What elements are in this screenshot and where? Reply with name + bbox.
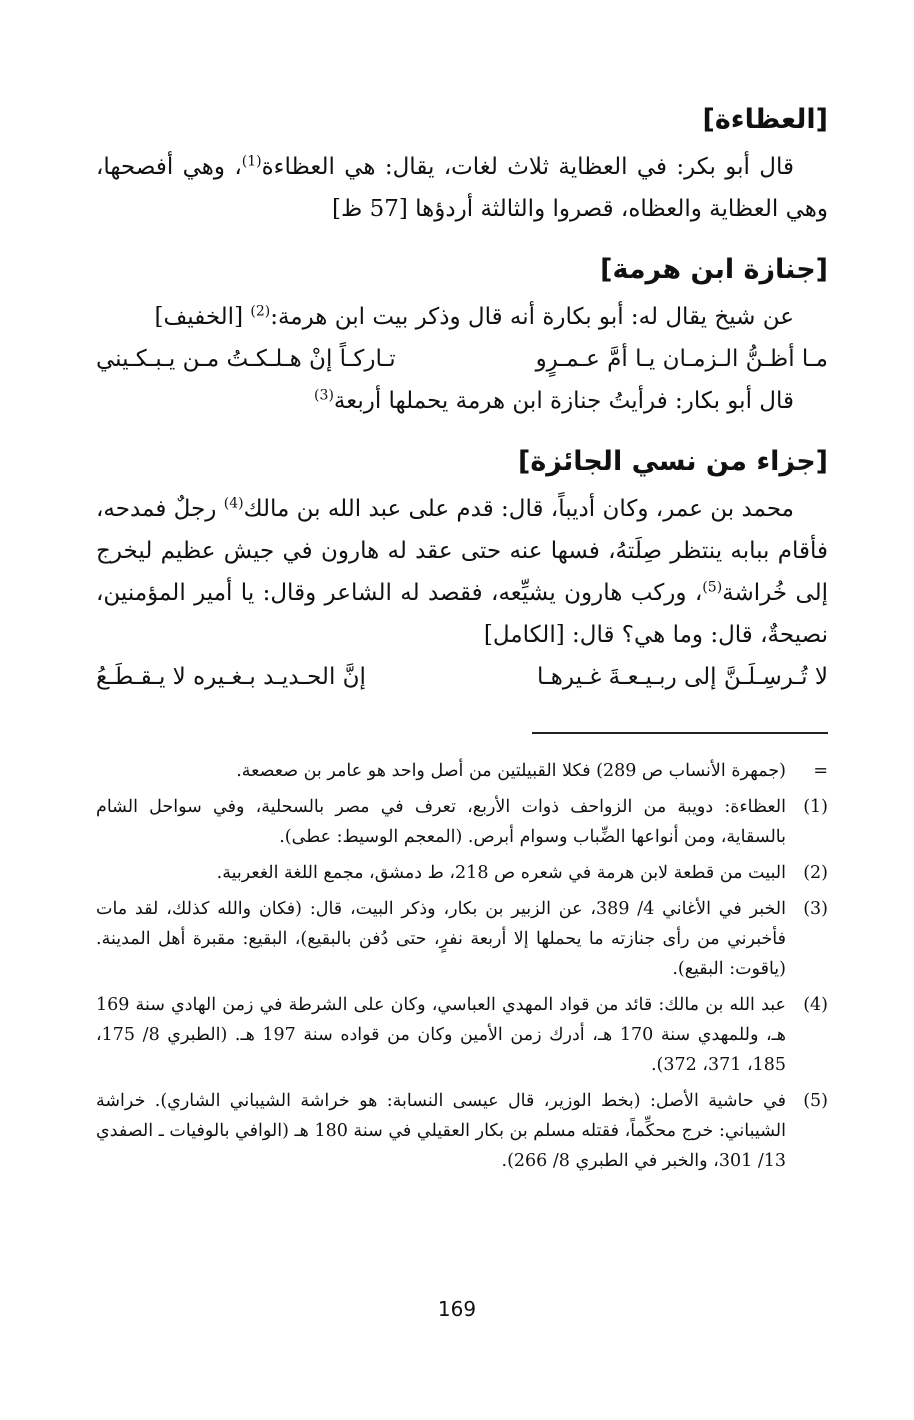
footnotes xyxy=(96,756,828,1176)
footnote-ref[interactable]: (4) xyxy=(223,495,244,512)
paragraph: قال أبو بكار: فرأيتُ جنازة ابن هرمة يحملها أربعة$^{(3)}$ xyxy=(314,387,794,414)
paragraph: عن شيخ يقال له: أبو بكارة أنه قال وذكر بيت ابن هرمة:$^{(2)}$ [الخفيف] xyxy=(154,303,794,330)
footnote-text: (جمهرة الأنساب ص 289) فكلا القبيلتين من أصل واحد هو عامر بن صعصعة. xyxy=(236,761,786,781)
footnote-text: في حاشية الأصل: (بخط الوزير، قال عيسى النسابة: هو خراشة الشيباني الشاري). خراشة الشيباني: خرج محكِّماً، فقتله مسلم بن بكار العقيلي في سنة 180 هـ (الوافي بالوفيات ـ الصفدي 13/ 301، والخبر في الطبري 8/ 266). xyxy=(96,1091,787,1171)
footnote-ref[interactable]: (1) xyxy=(241,153,262,170)
footnote-item xyxy=(96,858,828,888)
section-reward-forgotten xyxy=(96,442,828,698)
page-number: 169 xyxy=(437,1297,477,1321)
section-heading: [جزاء من نسي الجائزة] xyxy=(518,446,828,477)
footnote-text: العظاءة: دويبة من الزواحف ذوات الأربع، تعرف في مصر بالسحلية، وفي سواحل الشام بالسقاية، ومن أنواعها الضِّباب وسوام أبرص. (المعجم الوسيط: عطى). xyxy=(96,797,786,847)
footnote-ref[interactable]: (3) xyxy=(314,387,334,404)
footnote-item xyxy=(96,792,828,852)
footnote-number: = xyxy=(813,761,828,781)
verse-second-hemistich: تـاركـاً إنْ هـلـكـتُ مـن يـبـكـيني xyxy=(96,346,396,372)
paragraph: قال أبو بكر: في العظاية ثلاث لغات، يقال: هي العظاءة$^{(1)}$، وهي أفصحها، وهي العظاية والعظاه، قصروا والثالثة أردؤها [57 ظ] xyxy=(96,153,828,222)
section-ibn-harma-funeral xyxy=(96,250,828,422)
page-content xyxy=(96,100,828,1182)
section-azaa xyxy=(96,100,828,230)
footnote-number: (1) xyxy=(803,797,828,817)
footnote-text: عبد الله بن مالك: قائد من قواد المهدي العباسي، وكان على الشرطة في زمن الهادي سنة 169 هـ، وللمهدي سنة 170 هـ، أدرك زمن الأمين وكان من قواده سنة 197 هـ. (الطبري 8/ 175، 185، 371، 372). xyxy=(96,995,786,1075)
footnote-number: (2) xyxy=(803,863,828,883)
poem-verse xyxy=(96,656,828,698)
footnote-number: (5) xyxy=(803,1091,828,1111)
footnote-number: (3) xyxy=(803,899,828,919)
footnote-item xyxy=(96,756,828,786)
footnote-item xyxy=(96,1086,828,1176)
footnote-text: البيت من قطعة لابن هرمة في شعره ص 218، ط دمشق، مجمع اللغة الغعربية. xyxy=(216,863,786,883)
paragraph: محمد بن عمر، وكان أديباً، قال: قدم على عبد الله بن مالك$^{(4)}$ رجلٌ فمدحه، فأقام ببابه ينتظر صِلَتهُ، فسها عنه حتى عقد له هارون في جيش عظيم ليخرج إلى خُراشة$^{(5)}$، وركب هارون يشيِّعه، فقصد له الشاعر وقال: يا أمير المؤمنين، نصيحةٌ، قال: وما هي؟ قال: [الكامل] xyxy=(96,495,829,648)
footnote-ref[interactable]: (2) xyxy=(250,303,271,320)
footnote-ref[interactable]: (5) xyxy=(702,579,723,596)
verse-first-hemistich: مـا أظـنُّ الـزمـان يـا أمَّ عـمـرٍو xyxy=(535,346,828,372)
verse-second-hemistich: إنَّ الحـديـد بـغـيره لا يـقـطَـعُ xyxy=(96,664,366,690)
footnote-item xyxy=(96,894,828,984)
footnote-text: الخبر في الأغاني 4/ 389، عن الزبير بن بكار، وذكر البيت، قال: (فكان والله كذلك، لقد مات فأخبرني من رأى جنازته ما يحملها إلا أربعة نفرٍ، حتى دُفن بالبقيع)، البقيع: مقبرة أهل المدينة. (ياقوت: البقيع). xyxy=(96,899,786,979)
section-heading: [العظاءة] xyxy=(702,104,828,135)
footnote-divider xyxy=(532,732,828,734)
verse-first-hemistich: لا تُـرسِـلَـنَّ إلى ربـيـعـةَ غـيرهـا xyxy=(537,664,828,690)
footnote-number: (4) xyxy=(803,995,828,1015)
section-heading: [جنازة ابن هرمة] xyxy=(600,254,828,285)
footnote-item xyxy=(96,990,828,1080)
poem-verse xyxy=(96,338,828,380)
